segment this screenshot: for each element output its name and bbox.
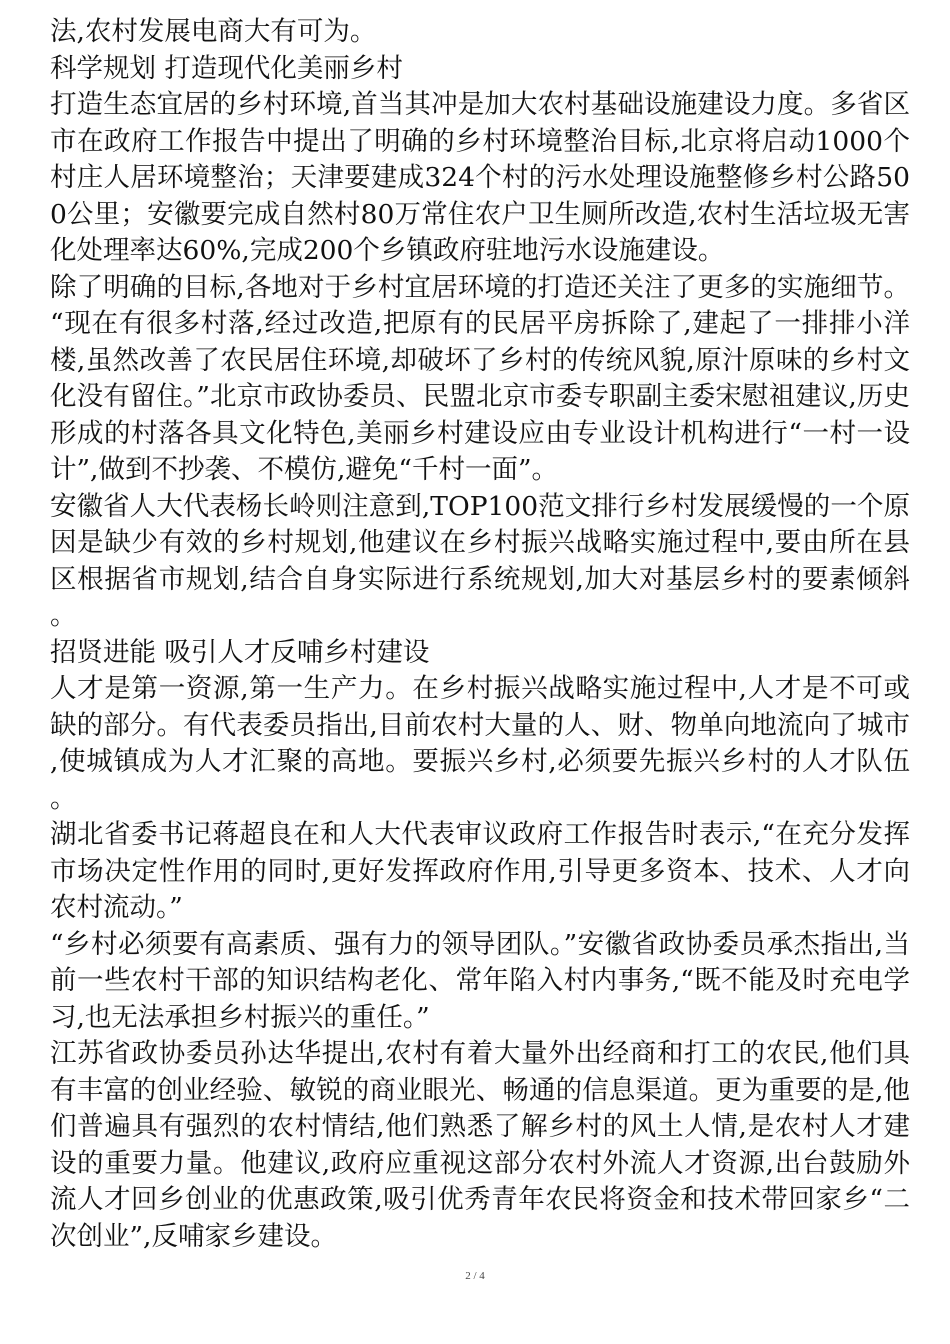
- section-heading-talent: 招贤进能 吸引人才反哺乡村建设: [50, 636, 430, 668]
- paragraph-village-planning: 安徽省人大代表杨长岭则注意到,TOP100范文排行乡村发展缓慢的一个原因是缺少有效的乡村规划,他建议在乡村振兴战略实施过程中,要由所在县区根据省市规划,结合自身实际进行系统规划,加大对基层乡村的要素倾斜。: [50, 490, 910, 631]
- paragraph-leadership-team: “乡村必须要有高素质、强有力的领导团队。”安徽省政协委员承杰指出,当前一些农村干部的知识结构老化、常年陷入村内事务,“既不能及时充电学习,也无法承担乡村振兴的重任。”: [50, 928, 910, 1033]
- paragraph-jiangsu: 江苏省政协委员孙达华提出,农村有着大量外出经商和打工的农民,他们具有丰富的创业经验、敏锐的商业眼光、畅通的信息渠道。更为重要的是,他们普遍具有强烈的农村情结,他们熟悉了解乡村的风土人情,是农村人才建设的重要力量。他建议,政府应重视这部分农村外流人才资源,出台鼓励外流人才回乡创业的优惠政策,吸引优秀青年农民将资金和技术带回家乡“二次创业”,反哺家乡建设。: [50, 1038, 910, 1252]
- paragraph-continuation: 法,农村发展电商大有可为。: [50, 16, 377, 47]
- paragraph-talent-resource: 人才是第一资源,第一生产力。在乡村振兴战略实施过程中,人才是不可或缺的部分。有代表委员指出,目前农村大量的人、财、物单向地流向了城市,使城镇成为人才汇聚的高地。要振兴乡村,必须要先振兴乡村的人才队伍。: [50, 673, 910, 814]
- paragraph-village-style: 除了明确的目标,各地对于乡村宜居环境的打造还关注了更多的实施细节。“现在有很多村落,经过改造,把原有的民居平房拆除了,建起了一排排小洋楼,虽然改善了农民居住环境,却破坏了乡村的传统风貌,原汁原味的乡村文化没有留住。”北京市政协委员、民盟北京市委专职副主委宋慰祖建议,历史形成的村落各具文化特色,美丽乡村建设应由专业设计机构进行“一村一设计”,做到不抄袭、不模仿,避免“千村一面”。: [50, 271, 910, 485]
- document-page: [50, 14, 910, 1255]
- section-heading-planning: 科学规划 打造现代化美丽乡村: [50, 52, 403, 84]
- page-number: 2 / 4: [465, 1270, 485, 1282]
- paragraph-infrastructure: 打造生态宜居的乡村环境,首当其冲是加大农村基础设施建设力度。多省区市在政府工作报告中提出了明确的乡村环境整治目标,北京将启动1000个村庄人居环境整治；天津要建成324个村的污水处理设施整修乡村公路500公里；安徽要完成自然村80万常住农户卫生厕所改造,农村生活垃圾无害化处理率达60%,完成200个乡镇政府驻地污水设施建设。: [50, 89, 910, 266]
- paragraph-hubei: 湖北省委书记蒋超良在和人大代表审议政府工作报告时表示,“在充分发挥市场决定性作用的同时,更好发挥政府作用,引导更多资本、技术、人才向农村流动。”: [50, 819, 910, 923]
